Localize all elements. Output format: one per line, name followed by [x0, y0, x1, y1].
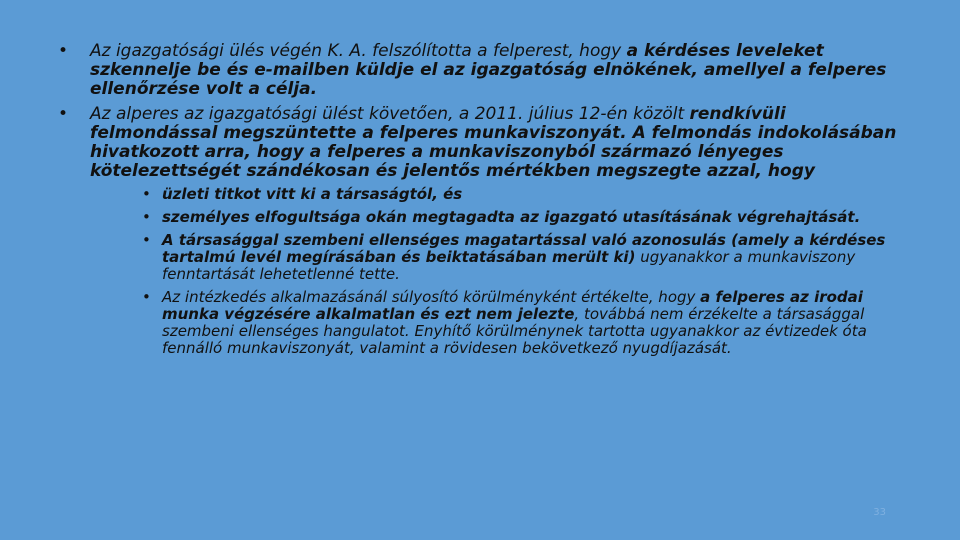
bullet-marker: •: [142, 185, 151, 203]
sub-bullet-item: [142, 289, 906, 357]
sub-bullet-item: [142, 186, 906, 203]
sub-bullet-text-bold: A társasággal szembeni ellenséges magatartással való azonosulás (amely a kérdéses tartalmú levél megírásában és beiktatásában merült ki): [162, 231, 886, 266]
sub-bullet-text: ugyanakkor a munkaviszony fenntartását lehetetlenné tette.: [162, 248, 856, 283]
sub-bullet-item: [142, 232, 906, 283]
sub-bullet-text-bold: a felperes az irodai munka végzésére alkalmatlan és ezt nem jelezte: [162, 288, 863, 323]
bullet-item: [56, 42, 906, 99]
sub-bullet-item: [142, 209, 906, 226]
bullet-text-bold: rendkívüli felmondással megszüntette a felperes munkaviszonyát. A felmondás indokolásában hivatkozott arra, hogy a felperes a munkaviszonyból származó lényeges kötelezettségét szándékosan és jelentős mértékben megszegte azzal, hogy: [90, 104, 897, 181]
bullet-text: Az alperes az igazgatósági ülést követően, a 2011. július 12-én közölt: [90, 104, 690, 124]
sub-bullet-text-bold: személyes elfogultsága okán megtagadta az igazgató utasításának végrehajtását.: [162, 208, 861, 226]
sub-bullet-list: [142, 186, 906, 357]
bullet-marker: •: [142, 208, 151, 226]
slide-content: [56, 42, 906, 363]
sub-bullet-text: , továbbá nem érzékelte a társasággal szembeni ellenséges hangulatot. Enyhítő körülménynek tartotta ugyanakkor az évtizedek óta fennálló munkaviszonyát, valamint a rövidesen bekövetkező nyugdíjazását.: [162, 305, 867, 357]
bullet-marker: •: [142, 231, 151, 249]
bullet-marker: •: [58, 104, 69, 124]
bullet-marker: •: [58, 41, 69, 61]
page-number: 33: [873, 507, 886, 518]
bullet-text: Az igazgatósági ülés végén K. A. felszólította a felperest, hogy: [90, 41, 627, 61]
sub-bullet-text: Az intézkedés alkalmazásánál súlyosító körülményként értékelte, hogy: [162, 288, 701, 306]
bullet-item: [56, 105, 906, 357]
sub-bullet-text-bold: üzleti titkot vitt ki a társaságtól, és: [162, 185, 463, 203]
bullet-text-bold: a kérdéses leveleket szkennelje be és e-mailben küldje el az igazgatóság elnökének, amellyel a felperes ellenőrzése volt a célja.: [90, 41, 887, 99]
bullet-marker: •: [142, 288, 151, 306]
